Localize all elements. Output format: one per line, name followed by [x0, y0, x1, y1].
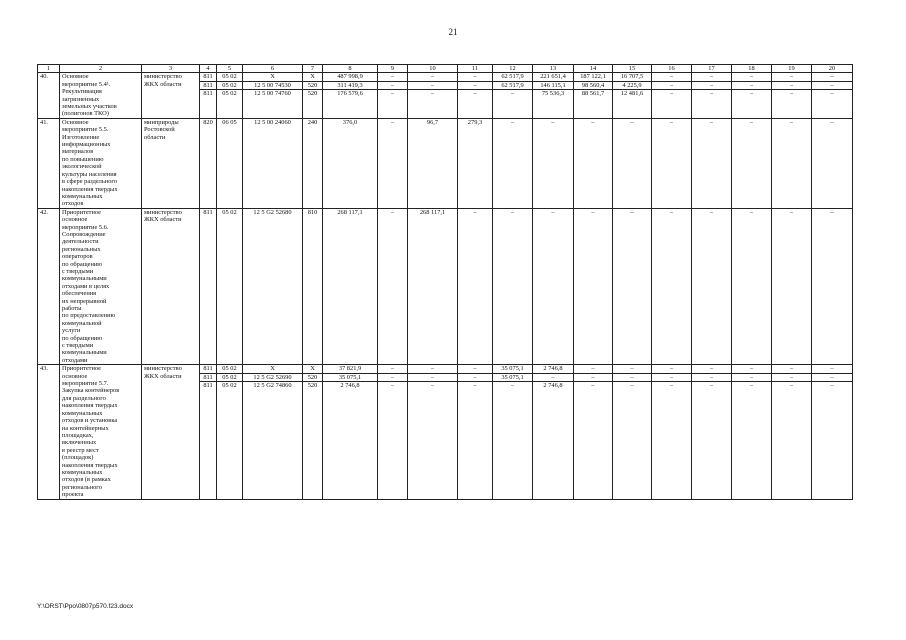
value-cell: – [772, 81, 812, 89]
value-cell: 05 02 [217, 365, 243, 373]
row-number: 40. [38, 73, 60, 118]
value-cell: 187 122,1 [574, 73, 613, 81]
value-cell: – [574, 208, 613, 365]
value-cell: – [692, 382, 732, 500]
value-cell: 279,3 [458, 118, 493, 208]
value-cell: – [613, 382, 652, 500]
value-cell: 98 560,4 [574, 81, 613, 89]
value-cell: X [303, 73, 323, 81]
value-cell: – [772, 373, 812, 381]
column-header-cell: 16 [652, 65, 692, 73]
value-cell: – [458, 208, 493, 365]
value-cell: – [652, 81, 692, 89]
value-cell: – [493, 90, 533, 119]
value-cell: 12 5 00 74530 [243, 81, 303, 89]
value-cell: 12 5 00 24060 [243, 118, 303, 208]
value-cell: – [533, 373, 574, 381]
value-cell: 35 075,1 [493, 365, 533, 373]
column-header-cell: 3 [142, 65, 200, 73]
column-header-cell: 12 [493, 65, 533, 73]
column-header-cell: 5 [217, 65, 243, 73]
value-cell: – [378, 118, 408, 208]
measure-name: Основное мероприятие 5.5. Изготовление информационных материалов по повышению экологической культуры населения в сфере раздельного накопления твердых коммунальных отходов [60, 118, 142, 208]
value-cell: – [458, 90, 493, 119]
file-path-footer: Y:\ORST\Ppo\0807p570.f23.docx [37, 603, 134, 610]
value-cell: 221 651,4 [533, 73, 574, 81]
value-cell: – [533, 208, 574, 365]
value-cell: 12 481,6 [613, 90, 652, 119]
column-header-cell: 15 [613, 65, 652, 73]
value-cell: – [812, 118, 853, 208]
column-header-cell: 18 [732, 65, 772, 73]
value-cell: – [408, 365, 458, 373]
value-cell: 487 998,9 [323, 73, 378, 81]
value-cell: – [772, 118, 812, 208]
column-header-cell: 9 [378, 65, 408, 73]
value-cell: – [652, 373, 692, 381]
value-cell: – [692, 373, 732, 381]
value-cell: 4 225,9 [613, 81, 652, 89]
value-cell: – [772, 365, 812, 373]
value-cell: 88 561,7 [574, 90, 613, 119]
value-cell: 62 517,9 [493, 73, 533, 81]
value-cell: 35 075,1 [323, 373, 378, 381]
value-cell: – [772, 382, 812, 500]
value-cell: – [378, 373, 408, 381]
measure-name: Приоритетное основное мероприятие 5.6. Сопровождение деятельности региональных операторов по обращению с твердыми коммунальными отходами в целях обеспечения их непрерывной работы по предоставлению коммунальной услуги по обращению с твердыми коммунальными отходами [60, 208, 142, 365]
value-cell: – [732, 382, 772, 500]
value-cell: 06 05 [217, 118, 243, 208]
value-cell: – [408, 373, 458, 381]
table-row [38, 73, 853, 81]
value-cell: – [692, 90, 732, 119]
value-cell: 146 115,1 [533, 81, 574, 89]
value-cell: 520 [303, 81, 323, 89]
column-number-header [38, 65, 853, 73]
value-cell: 2 746,8 [323, 382, 378, 500]
value-cell: X [243, 365, 303, 373]
value-cell: 05 02 [217, 382, 243, 500]
value-cell: 96,7 [408, 118, 458, 208]
column-header-cell: 17 [692, 65, 732, 73]
value-cell: – [732, 118, 772, 208]
value-cell: – [378, 81, 408, 89]
value-cell: – [652, 73, 692, 81]
row-number: 42. [38, 208, 60, 365]
value-cell: – [574, 382, 613, 500]
value-cell: 16 707,5 [613, 73, 652, 81]
value-cell: 376,0 [323, 118, 378, 208]
executor: министерство ЖКХ области [142, 208, 200, 365]
value-cell: – [812, 373, 853, 381]
value-cell: – [493, 208, 533, 365]
value-cell: 810 [303, 208, 323, 365]
measure-name: Приоритетное основное мероприятие 5.7. Закупка контейнеров для раздельного накопления твердых коммунальных отходов и установка на контейнерных площадках, включенных в реестр мест (площадок) накопления твердых коммунальных отходов (в рамках регионального проекта [60, 365, 142, 499]
value-cell: 811 [200, 382, 217, 500]
value-cell: 811 [200, 81, 217, 89]
table-row [38, 208, 853, 365]
value-cell: – [574, 365, 613, 373]
row-number: 43. [38, 365, 60, 499]
value-cell: 811 [200, 365, 217, 373]
value-cell: – [812, 90, 853, 119]
value-cell: – [613, 118, 652, 208]
value-cell: – [692, 365, 732, 373]
column-header-cell: 1 [38, 65, 60, 73]
value-cell: – [812, 382, 853, 500]
value-cell: 37 821,9 [323, 365, 378, 373]
value-cell: – [408, 73, 458, 81]
value-cell: 176 579,6 [323, 90, 378, 119]
value-cell: 05 02 [217, 81, 243, 89]
value-cell: X [303, 365, 323, 373]
value-cell: – [613, 373, 652, 381]
column-header-cell: 2 [60, 65, 142, 73]
column-header-cell: 6 [243, 65, 303, 73]
value-cell: 240 [303, 118, 323, 208]
value-cell: 62 517,9 [493, 81, 533, 89]
value-cell: – [732, 373, 772, 381]
value-cell: – [574, 373, 613, 381]
value-cell: 811 [200, 73, 217, 81]
value-cell: – [378, 90, 408, 119]
value-cell: 811 [200, 373, 217, 381]
value-cell: 811 [200, 90, 217, 119]
value-cell: – [533, 118, 574, 208]
value-cell: – [458, 373, 493, 381]
value-cell: 35 075,1 [493, 373, 533, 381]
column-header-cell: 8 [323, 65, 378, 73]
value-cell: 311 419,3 [323, 81, 378, 89]
value-cell: – [458, 382, 493, 500]
page-number: 21 [448, 27, 458, 37]
column-header-cell: 10 [408, 65, 458, 73]
value-cell: – [378, 382, 408, 500]
value-cell: – [493, 382, 533, 500]
value-cell: – [652, 365, 692, 373]
budget-table [37, 64, 853, 500]
value-cell: – [692, 118, 732, 208]
column-header-cell: 7 [303, 65, 323, 73]
value-cell: 520 [303, 90, 323, 119]
value-cell: – [378, 73, 408, 81]
value-cell: – [772, 208, 812, 365]
value-cell: – [772, 90, 812, 119]
value-cell: 520 [303, 373, 323, 381]
value-cell: – [378, 365, 408, 373]
value-cell: – [493, 118, 533, 208]
value-cell: 520 [303, 382, 323, 500]
value-cell: – [378, 208, 408, 365]
executor: министерство ЖКХ области [142, 73, 200, 118]
value-cell: – [458, 365, 493, 373]
value-cell: – [408, 90, 458, 119]
value-cell: 12 5 G2 74860 [243, 382, 303, 500]
value-cell: – [408, 81, 458, 89]
value-cell: – [652, 118, 692, 208]
column-header-cell: 4 [200, 65, 217, 73]
measure-name: Основное мероприятие 5.4¹. Рекультивация загрязненных земельных участков (полигонов ТКО) [60, 73, 142, 118]
value-cell: – [812, 365, 853, 373]
value-cell: – [458, 73, 493, 81]
value-cell: 811 [200, 208, 217, 365]
value-cell: 12 5 G2 52690 [243, 373, 303, 381]
value-cell: – [732, 73, 772, 81]
value-cell: 12 5 G2 52680 [243, 208, 303, 365]
column-header-cell: 14 [574, 65, 613, 73]
value-cell: – [812, 73, 853, 81]
value-cell: 05 02 [217, 208, 243, 365]
value-cell: – [652, 208, 692, 365]
executor: минприроды Ростовской области [142, 118, 200, 208]
column-header-cell: 11 [458, 65, 493, 73]
value-cell: 05 02 [217, 90, 243, 119]
value-cell: – [692, 81, 732, 89]
value-cell: – [652, 382, 692, 500]
column-header-cell: 19 [772, 65, 812, 73]
value-cell: – [613, 365, 652, 373]
value-cell: – [732, 208, 772, 365]
executor: министерство ЖКХ области [142, 365, 200, 499]
value-cell: 820 [200, 118, 217, 208]
value-cell: 75 536,3 [533, 90, 574, 119]
column-header-cell: 13 [533, 65, 574, 73]
value-cell: – [812, 81, 853, 89]
value-cell: 05 02 [217, 73, 243, 81]
value-cell: – [732, 90, 772, 119]
value-cell: 2 746,8 [533, 365, 574, 373]
value-cell: – [652, 90, 692, 119]
value-cell: – [692, 73, 732, 81]
value-cell: – [574, 118, 613, 208]
value-cell: – [732, 81, 772, 89]
value-cell: – [732, 365, 772, 373]
value-cell: – [812, 208, 853, 365]
column-header-cell: 20 [812, 65, 853, 73]
value-cell: – [692, 208, 732, 365]
value-cell: 05 02 [217, 373, 243, 381]
value-cell: – [772, 73, 812, 81]
value-cell: – [458, 81, 493, 89]
table-row [38, 365, 853, 373]
value-cell: 2 746,8 [533, 382, 574, 500]
value-cell: X [243, 73, 303, 81]
table-row [38, 118, 853, 208]
value-cell: 268 117,1 [323, 208, 378, 365]
row-number: 41. [38, 118, 60, 208]
value-cell: – [408, 382, 458, 500]
value-cell: 12 5 00 74760 [243, 90, 303, 119]
value-cell: – [613, 208, 652, 365]
value-cell: 268 117,1 [408, 208, 458, 365]
